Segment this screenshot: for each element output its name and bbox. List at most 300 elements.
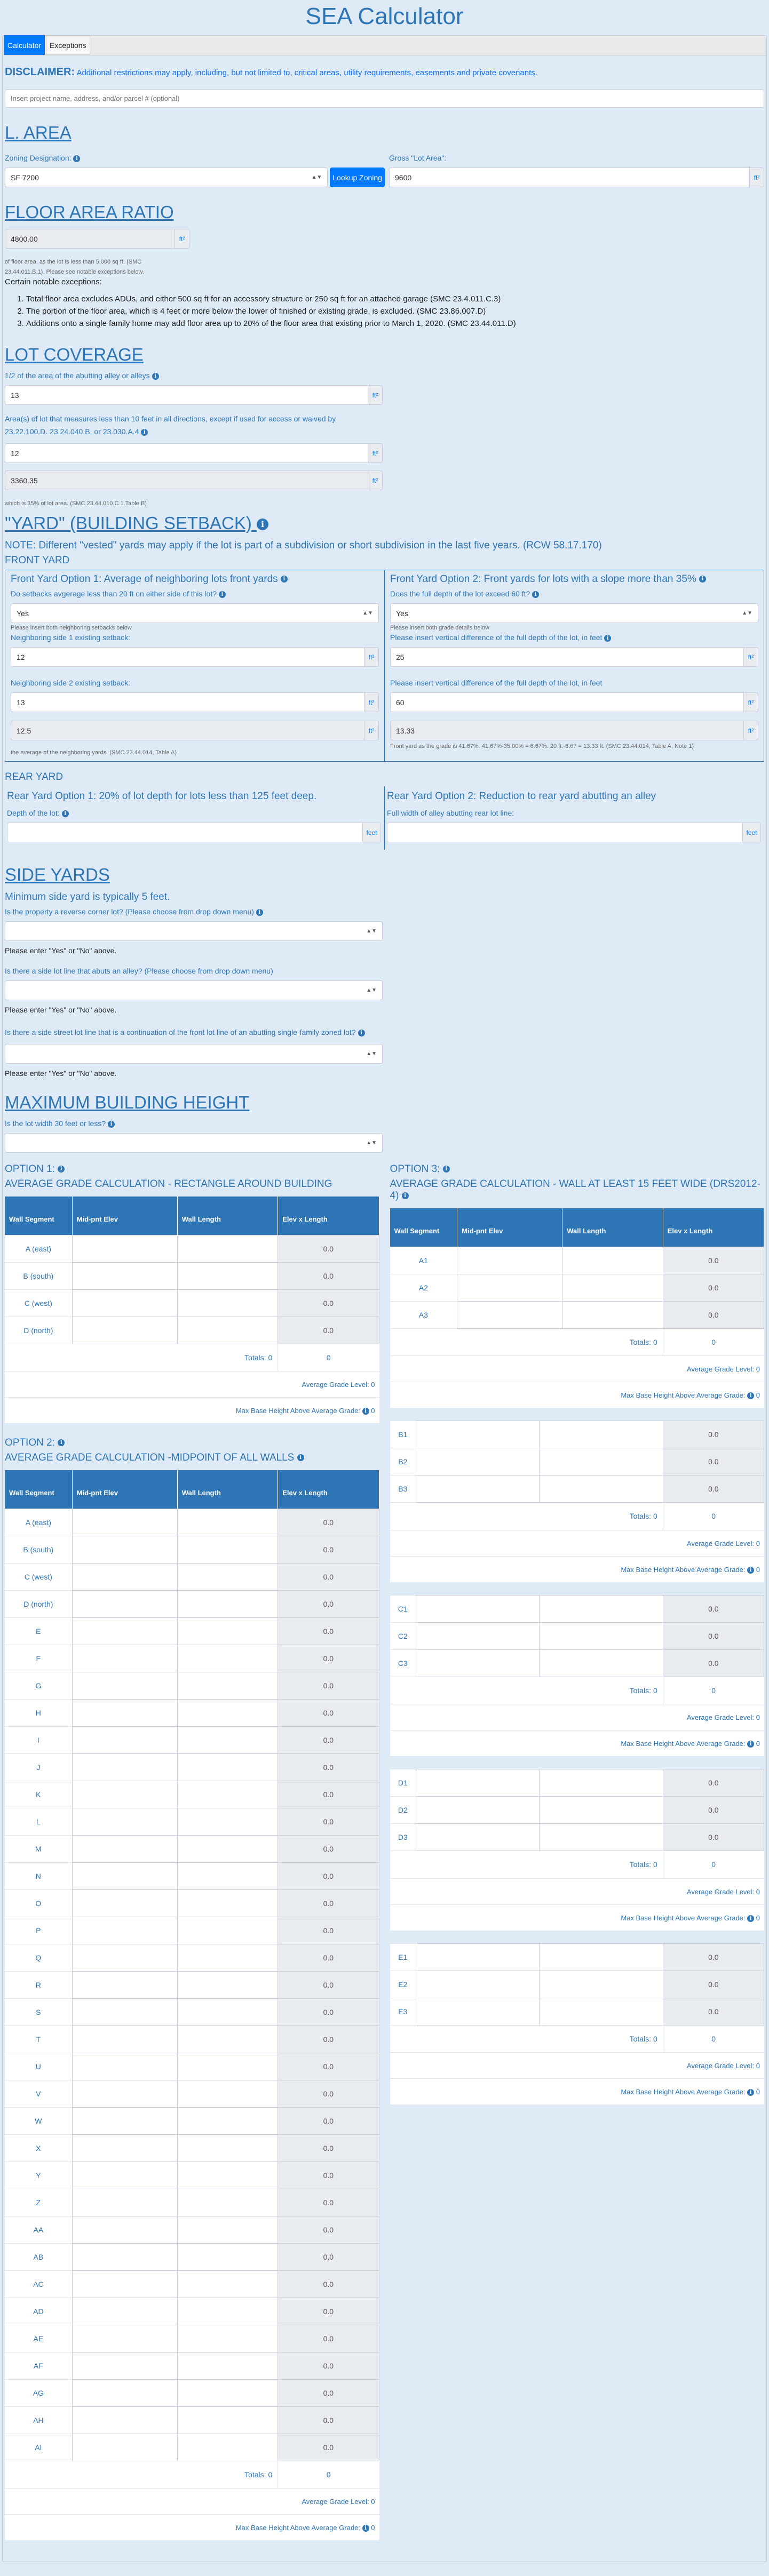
side-street-label: Is there a side street lot line that is a continuation of the front lot line of an abutting single-family zoned lot? bbox=[5, 1028, 356, 1036]
wall-length-input[interactable] bbox=[177, 1781, 278, 1808]
table-row bbox=[5, 1699, 379, 1726]
mid-elev-input[interactable] bbox=[72, 1672, 177, 1699]
option3-label: OPTION 3: bbox=[390, 1163, 440, 1175]
wall-length-input[interactable] bbox=[177, 1889, 278, 1917]
wall-length-input[interactable] bbox=[177, 1645, 278, 1672]
lot-depth-input[interactable]: feet bbox=[7, 823, 381, 842]
grade-table bbox=[390, 1208, 765, 1355]
mid-elev-input[interactable] bbox=[72, 1262, 177, 1289]
info-icon[interactable]: i bbox=[747, 1392, 754, 1399]
elev-length-value: 0.0 bbox=[278, 1998, 379, 2025]
wall-length-input[interactable] bbox=[177, 1590, 278, 1617]
elev-length-value: 0.0 bbox=[278, 1289, 379, 1317]
wall-segment-label: U bbox=[5, 2053, 72, 2080]
elev-length-value: 0.0 bbox=[278, 1509, 379, 1536]
wall-segment-label: P bbox=[5, 1917, 72, 1944]
mid-elev-input[interactable] bbox=[72, 1617, 177, 1645]
mid-elev-input[interactable] bbox=[72, 1645, 177, 1672]
elev-length-value: 0.0 bbox=[278, 1726, 379, 1753]
mid-elev-input[interactable] bbox=[72, 2080, 177, 2107]
wall-length-input[interactable] bbox=[177, 2162, 278, 2189]
table-row bbox=[390, 1274, 764, 1301]
wall-length-input[interactable] bbox=[177, 1536, 278, 1563]
wall-length-input[interactable] bbox=[177, 1563, 278, 1590]
wall-segment-label: B2 bbox=[390, 1448, 416, 1476]
wall-length-input[interactable] bbox=[177, 1235, 278, 1262]
mid-elev-input[interactable] bbox=[72, 1781, 177, 1808]
option1-note: the average of the neighboring yards. (SMC 23.44.014, Table A) bbox=[11, 749, 177, 756]
elev-length-value: 0.0 bbox=[663, 1448, 764, 1476]
wall-segment-label: A1 bbox=[390, 1247, 457, 1274]
height-heading: MAXIMUM BUILDING HEIGHT bbox=[5, 1092, 250, 1112]
wall-segment-label: S bbox=[5, 1998, 72, 2025]
depth-question: Does the full depth of the lot exceed 60 ft? bbox=[390, 589, 530, 598]
average-grade: Average Grade Level: 0 bbox=[390, 2052, 765, 2078]
wall-length-input[interactable] bbox=[540, 1622, 663, 1649]
wall-length-input[interactable] bbox=[177, 1726, 278, 1753]
mid-elev-input[interactable] bbox=[416, 1769, 540, 1797]
lot-coverage-heading: LOT COVERAGE bbox=[5, 345, 144, 364]
grade-table bbox=[390, 1421, 765, 1530]
info-icon[interactable]: i bbox=[747, 2089, 754, 2096]
info-icon[interactable]: i bbox=[73, 155, 80, 162]
totals-label: Totals: 0 bbox=[390, 1851, 663, 1878]
wall-segment-label: J bbox=[5, 1753, 72, 1781]
table-row bbox=[390, 1301, 764, 1328]
mid-elev-input[interactable] bbox=[72, 1862, 177, 1889]
table-row bbox=[5, 2025, 379, 2053]
mid-elev-input[interactable] bbox=[457, 1274, 562, 1301]
wall-segment-label: A (east) bbox=[5, 1235, 72, 1262]
info-icon[interactable]: i bbox=[358, 1030, 365, 1036]
wall-length-input[interactable] bbox=[562, 1247, 663, 1274]
mid-elev-input[interactable] bbox=[72, 1998, 177, 2025]
wall-length-input[interactable] bbox=[177, 2025, 278, 2053]
mid-elev-input[interactable] bbox=[416, 1421, 540, 1448]
table-row bbox=[390, 1943, 764, 1971]
info-icon[interactable]: i bbox=[747, 1741, 754, 1748]
table-row bbox=[5, 1289, 379, 1317]
mid-elev-input[interactable] bbox=[72, 1753, 177, 1781]
wall-length-input[interactable] bbox=[540, 1971, 663, 1998]
wall-length-input[interactable] bbox=[540, 1769, 663, 1797]
neighbor2-label: Neighboring side 2 existing setback: bbox=[11, 679, 131, 687]
wall-segment-label: AF bbox=[5, 2352, 72, 2379]
elev-length-value: 0.0 bbox=[278, 2406, 379, 2434]
neighbor1-label: Neighboring side 1 existing setback: bbox=[11, 633, 131, 642]
column-header: Mid-pnt Elev bbox=[72, 1197, 177, 1235]
side-yard-min: Minimum side yard is typically 5 feet. bbox=[5, 891, 170, 903]
wall-length-input[interactable] bbox=[177, 1672, 278, 1699]
wall-segment-label: B (south) bbox=[5, 1536, 72, 1563]
depth-input[interactable]: 60 ft² bbox=[390, 692, 758, 712]
elev-length-value: 0.0 bbox=[278, 1753, 379, 1781]
elev-length-value: 0.0 bbox=[278, 1835, 379, 1862]
alley-width-input[interactable]: feet bbox=[387, 823, 761, 842]
wall-segment-label: I bbox=[5, 1726, 72, 1753]
info-icon[interactable]: i bbox=[281, 576, 288, 583]
mid-elev-input[interactable] bbox=[72, 1289, 177, 1317]
average-grade: Average Grade Level: 0 bbox=[390, 1704, 765, 1730]
wall-segment-label: C (west) bbox=[5, 1289, 72, 1317]
setback-question: Do setbacks avgerage less than 20 ft on either side of this lot? bbox=[11, 589, 217, 598]
totals-label: Totals: 0 bbox=[390, 2025, 663, 2052]
mid-elev-input[interactable] bbox=[72, 1835, 177, 1862]
wall-length-input[interactable] bbox=[177, 1317, 278, 1344]
mid-elev-input[interactable] bbox=[72, 2434, 177, 2461]
wall-length-input[interactable] bbox=[540, 1649, 663, 1677]
mid-elev-input[interactable] bbox=[72, 1726, 177, 1753]
option3-heading: AVERAGE GRADE CALCULATION - WALL AT LEAST 15 FEET WIDE (DRS2012-4) bbox=[390, 1178, 760, 1201]
option2-title: Front Yard Option 2: Front yards for lots with a slope more than 35% bbox=[390, 573, 696, 585]
elev-length-value: 0.0 bbox=[663, 1769, 764, 1797]
mid-elev-input[interactable] bbox=[416, 1649, 540, 1677]
mid-elev-input[interactable] bbox=[416, 1595, 540, 1622]
option2-label: OPTION 2: bbox=[5, 1437, 55, 1448]
mid-elev-input[interactable] bbox=[72, 2134, 177, 2162]
info-icon[interactable]: i bbox=[219, 591, 226, 598]
mid-elev-input[interactable] bbox=[416, 1622, 540, 1649]
zoning-select[interactable] bbox=[5, 168, 328, 187]
mid-elev-input[interactable] bbox=[72, 1944, 177, 1971]
lot-depth-label: Depth of the lot: bbox=[7, 809, 60, 817]
table-row bbox=[390, 1797, 764, 1824]
mid-elev-input[interactable] bbox=[72, 1590, 177, 1617]
elev-length-value: 0.0 bbox=[278, 1590, 379, 1617]
grade-table bbox=[5, 1197, 379, 1371]
wall-length-input[interactable] bbox=[177, 2325, 278, 2352]
tab-calculator[interactable]: Calculator bbox=[4, 35, 45, 55]
elev-length-value: 0.0 bbox=[663, 1797, 764, 1824]
wall-length-input[interactable] bbox=[177, 1699, 278, 1726]
info-icon[interactable]: i bbox=[108, 1121, 115, 1128]
wall-length-input[interactable] bbox=[177, 1971, 278, 1998]
info-icon[interactable]: i bbox=[362, 2525, 369, 2532]
table-row bbox=[5, 1590, 379, 1617]
table-row bbox=[5, 1536, 379, 1563]
side-street-select[interactable]: ▲▼ bbox=[5, 1044, 383, 1064]
lot-area-input[interactable]: 9600 ft² bbox=[389, 168, 764, 187]
vertical-diff-label: Please insert vertical difference of the full depth of the lot, in feet bbox=[390, 633, 602, 642]
wall-length-input[interactable] bbox=[540, 1476, 663, 1503]
exception-item: 1. Total floor area excludes ADUs, and either 500 sq ft for an accessory structure or 250 sq ft for an attached garage (SMC 23.4.011.C.3) bbox=[26, 293, 764, 305]
info-icon[interactable]: i bbox=[604, 635, 611, 642]
mid-elev-input[interactable] bbox=[72, 2189, 177, 2216]
info-icon[interactable]: i bbox=[62, 810, 69, 817]
wall-length-input[interactable] bbox=[177, 1289, 278, 1317]
wall-length-input[interactable] bbox=[177, 2107, 278, 2134]
tab-exceptions[interactable]: Exceptions bbox=[46, 35, 90, 55]
depth-label: Please insert vertical difference of the full depth of the lot, in feet bbox=[390, 679, 602, 687]
wall-segment-label: R bbox=[5, 1971, 72, 1998]
table-row bbox=[5, 2379, 379, 2406]
wall-length-input[interactable] bbox=[177, 1509, 278, 1536]
wall-length-input[interactable] bbox=[177, 1917, 278, 1944]
wall-segment-label: N bbox=[5, 1862, 72, 1889]
wall-segment-label: AD bbox=[5, 2298, 72, 2325]
table-row bbox=[390, 1421, 764, 1448]
mid-elev-input[interactable] bbox=[72, 1563, 177, 1590]
info-icon[interactable]: i bbox=[443, 1166, 450, 1173]
table-row bbox=[390, 1769, 764, 1797]
info-icon[interactable]: i bbox=[747, 1915, 754, 1922]
mid-elev-input[interactable] bbox=[457, 1301, 562, 1328]
table-row bbox=[5, 2352, 379, 2379]
totals-value: 0 bbox=[663, 1677, 764, 1704]
rear-yard-options bbox=[5, 786, 764, 850]
neighbor1-input[interactable]: 12 ft² bbox=[11, 647, 379, 667]
small-area-input[interactable]: 12 ft² bbox=[5, 443, 383, 463]
mid-elev-input[interactable] bbox=[72, 2162, 177, 2189]
table-row bbox=[390, 1476, 764, 1503]
info-icon[interactable]: i bbox=[747, 1567, 754, 1574]
wall-length-input[interactable] bbox=[177, 1944, 278, 1971]
elev-length-value: 0.0 bbox=[663, 1622, 764, 1649]
mid-elev-input[interactable] bbox=[72, 1509, 177, 1536]
wall-segment-label: A3 bbox=[390, 1301, 457, 1328]
elev-length-value: 0.0 bbox=[278, 2053, 379, 2080]
table-row bbox=[5, 1835, 379, 1862]
wall-length-input[interactable] bbox=[540, 1998, 663, 2025]
mid-elev-input[interactable] bbox=[72, 2243, 177, 2270]
elev-length-value: 0.0 bbox=[278, 2216, 379, 2243]
wall-length-input[interactable] bbox=[562, 1301, 663, 1328]
wall-segment-label: B (south) bbox=[5, 1262, 72, 1289]
info-icon[interactable]: i bbox=[58, 1439, 65, 1446]
info-icon[interactable]: i bbox=[58, 1166, 65, 1173]
mid-elev-input[interactable] bbox=[72, 2216, 177, 2243]
mid-elev-input[interactable] bbox=[72, 2379, 177, 2406]
totals-value: 0 bbox=[663, 1851, 764, 1878]
wall-length-input[interactable] bbox=[540, 1421, 663, 1448]
alley-area-label: 1/2 of the area of the abutting alley or alleys bbox=[5, 371, 150, 380]
info-icon[interactable]: i bbox=[257, 519, 268, 530]
reverse-corner-label: Is the property a reverse corner lot? (Please choose from drop down menu) bbox=[5, 907, 254, 916]
mid-elev-input[interactable] bbox=[457, 1247, 562, 1274]
mid-elev-input[interactable] bbox=[416, 1943, 540, 1971]
max-base-height: Max Base Height Above Average Grade: i 0 bbox=[390, 1904, 765, 1931]
table-row bbox=[390, 1824, 764, 1851]
alley-width-label: Full width of alley abutting rear lot line: bbox=[387, 809, 514, 817]
mid-elev-input[interactable] bbox=[72, 1971, 177, 1998]
wall-length-input[interactable] bbox=[540, 1943, 663, 1971]
wall-length-input[interactable] bbox=[177, 1998, 278, 2025]
lot-width-select[interactable]: ▲▼ bbox=[5, 1133, 383, 1153]
mid-elev-input[interactable] bbox=[72, 2270, 177, 2298]
wall-length-input[interactable] bbox=[177, 2379, 278, 2406]
option2-result: 13.33 ft² bbox=[390, 721, 758, 740]
area-heading: L. AREA bbox=[5, 123, 72, 142]
wall-length-input[interactable] bbox=[177, 2216, 278, 2243]
mid-elev-input[interactable] bbox=[72, 1917, 177, 1944]
wall-length-input[interactable] bbox=[177, 2053, 278, 2080]
table-row bbox=[5, 1672, 379, 1699]
mid-elev-input[interactable] bbox=[72, 2298, 177, 2325]
mid-elev-input[interactable] bbox=[72, 2053, 177, 2080]
elev-length-value: 0.0 bbox=[278, 2379, 379, 2406]
elev-length-value: 0.0 bbox=[278, 1944, 379, 1971]
wall-length-input[interactable] bbox=[177, 2434, 278, 2461]
elev-length-value: 0.0 bbox=[663, 1971, 764, 1998]
info-icon[interactable]: i bbox=[141, 429, 148, 436]
wall-length-input[interactable] bbox=[177, 2243, 278, 2270]
option1-heading: AVERAGE GRADE CALCULATION - RECTANGLE AROUND BUILDING bbox=[5, 1178, 332, 1190]
depth-select[interactable]: Yes ▲▼ bbox=[390, 603, 758, 623]
mid-elev-input[interactable] bbox=[72, 2107, 177, 2134]
mid-elev-input[interactable] bbox=[72, 1536, 177, 1563]
vested-note: NOTE: Different "vested" yards may apply if the lot is part of a subdivision or short subdivision in the last five years. (RCW 58.17.170) bbox=[5, 540, 602, 551]
mid-elev-input[interactable] bbox=[416, 1476, 540, 1503]
wall-segment-label: W bbox=[5, 2107, 72, 2134]
wall-length-input[interactable] bbox=[562, 1274, 663, 1301]
wall-segment-label: C2 bbox=[390, 1622, 416, 1649]
elev-length-value: 0.0 bbox=[663, 1998, 764, 2025]
elev-length-value: 0.0 bbox=[278, 2134, 379, 2162]
rear-option2-title: Rear Yard Option 2: Reduction to rear yard abutting an alley bbox=[387, 791, 656, 802]
grade-table bbox=[390, 1769, 765, 1878]
wall-length-input[interactable] bbox=[177, 2189, 278, 2216]
totals-label: Totals: 0 bbox=[390, 1677, 663, 1704]
table-row bbox=[5, 1917, 379, 1944]
wall-length-input[interactable] bbox=[177, 2406, 278, 2434]
tab-bar bbox=[3, 36, 766, 55]
wall-segment-label: T bbox=[5, 2025, 72, 2053]
wall-segment-label: D1 bbox=[390, 1769, 416, 1797]
wall-length-input[interactable] bbox=[540, 1595, 663, 1622]
table-row bbox=[390, 1247, 764, 1274]
wall-segment-label: B3 bbox=[390, 1476, 416, 1503]
elev-length-value: 0.0 bbox=[278, 1889, 379, 1917]
wall-length-input[interactable] bbox=[177, 1835, 278, 1862]
unit-addon: ft² bbox=[749, 168, 764, 187]
wall-length-input[interactable] bbox=[177, 2352, 278, 2379]
wall-length-input[interactable] bbox=[177, 1262, 278, 1289]
table-row bbox=[390, 1971, 764, 1998]
mid-elev-input[interactable] bbox=[416, 1998, 540, 2025]
wall-length-input[interactable] bbox=[177, 2134, 278, 2162]
lookup-zoning-button[interactable]: Lookup Zoning bbox=[330, 168, 385, 187]
wall-length-input[interactable] bbox=[540, 1797, 663, 1824]
disclaimer bbox=[5, 66, 764, 78]
mid-elev-input[interactable] bbox=[72, 1235, 177, 1262]
table-row bbox=[5, 1726, 379, 1753]
mid-elev-input[interactable] bbox=[72, 2025, 177, 2053]
mid-elev-input[interactable] bbox=[72, 2325, 177, 2352]
rear-yard-heading: REAR YARD bbox=[5, 771, 64, 783]
vertical-diff-input[interactable]: 25 ft² bbox=[390, 647, 758, 667]
table-row bbox=[5, 2325, 379, 2352]
mid-elev-input[interactable] bbox=[72, 2352, 177, 2379]
info-icon[interactable]: i bbox=[532, 591, 539, 598]
mid-elev-input[interactable] bbox=[416, 1448, 540, 1476]
wall-length-input[interactable] bbox=[177, 1617, 278, 1645]
wall-length-input[interactable] bbox=[540, 1824, 663, 1851]
info-icon[interactable]: i bbox=[402, 1192, 409, 1199]
column-header: Mid-pnt Elev bbox=[72, 1470, 177, 1509]
info-icon[interactable]: i bbox=[699, 576, 706, 583]
elev-length-value: 0.0 bbox=[278, 2434, 379, 2461]
table-header bbox=[390, 1208, 764, 1247]
alley-area-input[interactable]: 13 ft² bbox=[5, 385, 383, 405]
table-row bbox=[5, 1753, 379, 1781]
info-icon[interactable]: i bbox=[297, 1454, 304, 1461]
elev-length-value: 0.0 bbox=[663, 1943, 764, 1971]
mid-elev-input[interactable] bbox=[416, 1797, 540, 1824]
elev-length-value: 0.0 bbox=[278, 2107, 379, 2134]
wall-length-input[interactable] bbox=[177, 1862, 278, 1889]
wall-segment-label: AB bbox=[5, 2243, 72, 2270]
table-row bbox=[5, 1317, 379, 1344]
mid-elev-input[interactable] bbox=[416, 1824, 540, 1851]
info-icon[interactable]: i bbox=[362, 1408, 369, 1415]
elev-length-value: 0.0 bbox=[278, 1235, 379, 1262]
mid-elev-input[interactable] bbox=[72, 1317, 177, 1344]
elev-length-value: 0.0 bbox=[278, 2189, 379, 2216]
mid-elev-input[interactable] bbox=[72, 1699, 177, 1726]
wall-segment-label: M bbox=[5, 1835, 72, 1862]
yes-no-hint: Please enter "Yes" or "No" above. bbox=[5, 946, 117, 955]
project-input[interactable] bbox=[5, 89, 764, 108]
wall-segment-label: AG bbox=[5, 2379, 72, 2406]
far-heading: FLOOR AREA RATIO bbox=[5, 202, 174, 222]
elev-length-value: 0.0 bbox=[663, 1595, 764, 1622]
elev-length-value: 0.0 bbox=[278, 2270, 379, 2298]
info-icon[interactable]: i bbox=[256, 909, 263, 916]
mid-elev-input[interactable] bbox=[416, 1971, 540, 1998]
elev-length-value: 0.0 bbox=[278, 1917, 379, 1944]
table-row bbox=[5, 2270, 379, 2298]
table-row bbox=[5, 1808, 379, 1835]
column-header: Wall Segment bbox=[5, 1197, 72, 1235]
option2-note: Front yard as the grade is 41.67%. 41.67%-35.00% = 6.67%. 20 ft.-6.67 = 13.33 ft. (SMC 23.44.014, Table A, Note 1) bbox=[390, 743, 694, 749]
wall-length-input[interactable] bbox=[177, 2270, 278, 2298]
wall-length-input[interactable] bbox=[177, 1753, 278, 1781]
wall-segment-label: A2 bbox=[390, 1274, 457, 1301]
totals-label: Totals: 0 bbox=[390, 1503, 663, 1530]
totals-value: 0 bbox=[278, 1344, 379, 1371]
wall-segment-label: G bbox=[5, 1672, 72, 1699]
reverse-corner-select[interactable]: ▲▼ bbox=[5, 921, 383, 941]
mid-elev-input[interactable] bbox=[72, 2406, 177, 2434]
table-row bbox=[5, 1889, 379, 1917]
neighbor2-input[interactable]: 13 ft² bbox=[11, 692, 379, 712]
wall-length-input[interactable] bbox=[177, 2080, 278, 2107]
wall-length-input[interactable] bbox=[177, 2298, 278, 2325]
wall-segment-label: D2 bbox=[390, 1797, 416, 1824]
disclaimer-label: DISCLAIMER: bbox=[5, 66, 75, 78]
info-icon[interactable]: i bbox=[152, 373, 159, 380]
totals-value: 0 bbox=[663, 2025, 764, 2052]
wall-segment-label: Z bbox=[5, 2189, 72, 2216]
mid-elev-input[interactable] bbox=[72, 1808, 177, 1835]
elev-length-value: 0.0 bbox=[663, 1247, 764, 1274]
wall-segment-label: C1 bbox=[390, 1595, 416, 1622]
exception-item: 2. The portion of the floor area, which is 4 feet or more below the lower of finished or existing grade, is excluded. (SMC 23.86.007.D) bbox=[26, 305, 764, 317]
wall-length-input[interactable] bbox=[177, 1808, 278, 1835]
elev-length-value: 0.0 bbox=[663, 1421, 764, 1448]
mid-elev-input[interactable] bbox=[72, 1889, 177, 1917]
table-header bbox=[5, 1197, 379, 1235]
setback-select[interactable]: Yes ▲▼ bbox=[11, 603, 379, 623]
elev-length-value: 0.0 bbox=[663, 1301, 764, 1328]
table-row bbox=[390, 1595, 764, 1622]
table-row bbox=[5, 2053, 379, 2080]
lot-coverage-result: 3360.35 ft² bbox=[5, 470, 383, 490]
grade-table bbox=[5, 1470, 379, 2488]
wall-length-input[interactable] bbox=[540, 1448, 663, 1476]
yes-no-hint: Please enter "Yes" or "No" above. bbox=[5, 1069, 117, 1078]
alley-side-select[interactable]: ▲▼ bbox=[5, 980, 383, 1000]
